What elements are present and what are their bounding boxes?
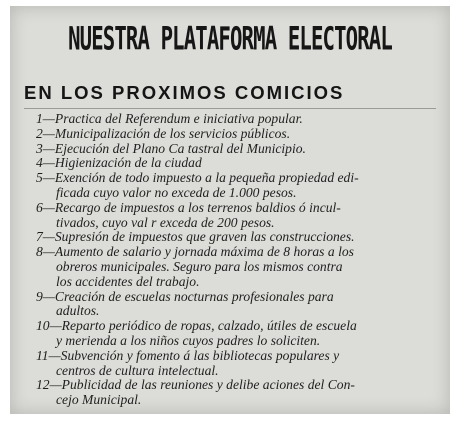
- platform-item-text: 8—Aumento de salario y jornada máxima de 8 horas a los: [36, 244, 354, 260]
- platform-item: [36, 319, 440, 349]
- platform-item-text: 5—Exención de todo impuesto a la pequeña propiedad edi-: [36, 170, 359, 186]
- platform-item-text: 2—Municipalización de los servicios públicos.: [36, 125, 291, 141]
- platform-item-text: 6—Recargo de impuestos a los terrenos baldios ó incul-: [36, 199, 341, 215]
- platform-item-text: 1—Practica del Referendum e iniciativa popular.: [36, 111, 303, 126]
- platform-item: [36, 290, 440, 320]
- platform-item-continuation: y merienda a los niños cuyos padres lo soliciten.: [56, 332, 321, 348]
- platform-item-continuation: centros de cultura intelectual.: [56, 362, 219, 378]
- platform-item-text: 10—Reparto periódico de ropas, calzado, útiles de escuela: [36, 318, 357, 334]
- platform-item: [36, 156, 440, 171]
- platform-item: [36, 142, 440, 157]
- platform-item-text: 9—Creación de escuelas nocturnas profesionales para: [36, 288, 334, 304]
- platform-item-continuation: adultos.: [56, 303, 100, 319]
- subheadline: EN LOS PROXIMOS COMICIOS: [24, 82, 345, 103]
- platform-item: [36, 171, 440, 201]
- platform-item-text: 3—Ejecución del Plano Ca tastral del Municipio.: [36, 140, 306, 156]
- headline: NUESTRA PLATAFORMA ELECTORAL: [68, 20, 392, 58]
- platform-item-continuation: ficada cuyo valor no exceda de 1.000 pesos.: [56, 184, 297, 200]
- platform-item: [36, 127, 440, 142]
- platform-item-text: 4—Higienización de la ciudad: [36, 155, 202, 171]
- platform-item-continuation: los accidentes del trabajo.: [56, 273, 200, 289]
- platform-item-continuation: cejo Municipal.: [56, 392, 142, 408]
- platform-item-text: 12—Publicidad de las reuniones y delibe aciones del Con-: [36, 377, 355, 393]
- platform-item-text: 11—Subvención y fomento á las bibliotecas populares y: [36, 347, 340, 363]
- platform-item: [36, 245, 440, 289]
- platform-item: [36, 349, 440, 379]
- platform-items-list: [36, 112, 440, 408]
- platform-item: [36, 230, 440, 245]
- platform-item: [36, 112, 440, 127]
- platform-item-text: 7—Supresión de impuestos que graven las construcciones.: [36, 229, 355, 245]
- platform-item-continuation: obreros municipales. Seguro para los mismos contra: [56, 258, 343, 274]
- platform-item: [36, 201, 440, 231]
- newspaper-clipping: [10, 6, 450, 414]
- platform-item-continuation: tivados, cuyo val r exceda de 200 pesos.: [56, 214, 275, 230]
- divider: [24, 108, 436, 109]
- platform-item: [36, 378, 440, 408]
